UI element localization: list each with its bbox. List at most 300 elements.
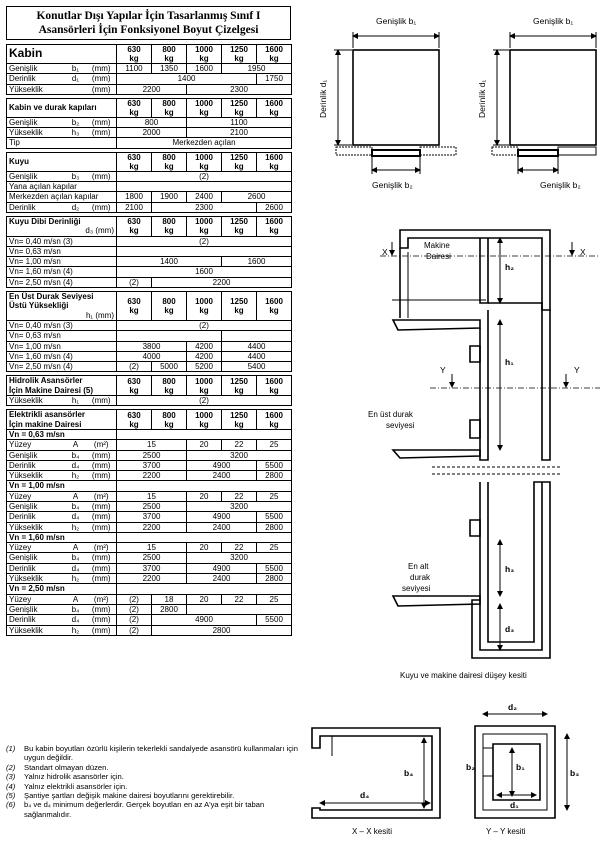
- row-label: Derinlik: [7, 563, 65, 573]
- section-heading: [7, 410, 117, 430]
- load-header: 1250 kg: [222, 45, 257, 64]
- table-row: [7, 138, 292, 148]
- load-header: 800 kg: [152, 292, 187, 321]
- table-cell: 2200: [117, 522, 187, 532]
- row-unit: (mm): [87, 171, 117, 181]
- table-row: [7, 543, 292, 553]
- table-cell: 4900: [187, 460, 257, 470]
- load-header: 1250 kg: [222, 410, 257, 430]
- row-symbol: b₄: [65, 501, 87, 511]
- row-symbol: b₄: [65, 604, 87, 614]
- load-header: 1000 kg: [187, 98, 222, 117]
- row-unit: (mm): [87, 625, 117, 635]
- table-row: [7, 351, 292, 361]
- table-cell: 2800: [257, 471, 292, 481]
- label-b1: b₁: [516, 762, 525, 772]
- label-bottom-stop-2: durak: [410, 573, 431, 582]
- table-row: [7, 267, 292, 277]
- table-cell: 2200: [117, 574, 187, 584]
- table-row: [7, 594, 292, 604]
- footnote-key: (6): [6, 800, 16, 810]
- table-row: [7, 202, 292, 212]
- section-heading: [7, 376, 117, 396]
- row-unit: (m²): [87, 440, 117, 450]
- load-header: 1600 kg: [257, 152, 292, 171]
- table-title: [6, 6, 291, 40]
- table-cell: 5400: [222, 362, 292, 372]
- label-bottom-stop-3: seviyesi: [402, 584, 431, 593]
- table-cell: 22: [222, 543, 257, 553]
- table-cell: 20: [187, 543, 222, 553]
- label-top-stop-1: En üst durak: [368, 410, 413, 419]
- table-row: [7, 117, 292, 127]
- row-label: Yükseklik: [7, 625, 65, 635]
- table-row: [7, 522, 292, 532]
- row-label: Yükseklik: [7, 84, 65, 94]
- load-header: 1000 kg: [187, 152, 222, 171]
- label-depth-d1-left: Derinlik d₁: [318, 79, 328, 118]
- load-header: 1600 kg: [257, 45, 292, 64]
- table-section: [6, 216, 292, 288]
- row-symbol: A: [65, 491, 87, 501]
- section-heading: [7, 45, 117, 64]
- table-row: [7, 584, 292, 594]
- table-cell: 1350: [152, 64, 187, 74]
- table-cell: 25: [257, 491, 292, 501]
- footnote: [6, 782, 306, 791]
- row-label: Genişlik: [7, 604, 65, 614]
- load-header: 1600 kg: [257, 216, 292, 236]
- table-cell: 15: [117, 440, 187, 450]
- load-header: 1000 kg: [187, 292, 222, 321]
- table-cell: 4000: [117, 351, 187, 361]
- table-cell: 25: [257, 594, 292, 604]
- table-cell: 4400: [222, 351, 292, 361]
- table-cell: 18: [152, 594, 187, 604]
- table-row: [7, 563, 292, 573]
- table-row: [7, 471, 292, 481]
- table-cell: 2300: [152, 202, 257, 212]
- table-cell: 22: [222, 594, 257, 604]
- footnote-text: Şantiye şartları değişik makine dairesi boyutlarını gerektirebilir.: [24, 791, 235, 801]
- table-cell: 2600: [222, 192, 292, 202]
- row-unit: (mm): [87, 117, 117, 127]
- table-cell: 2400: [187, 522, 257, 532]
- section-heading-text: Elektrikli asansörler İçin makine Dairesi: [9, 410, 86, 429]
- table-cell: 3800: [117, 341, 187, 351]
- load-header: 1000 kg: [187, 376, 222, 396]
- label-h3: h₃: [505, 564, 515, 574]
- label-b3: b₃: [570, 768, 580, 778]
- table-cell: Merkezden açılan: [117, 138, 292, 148]
- footnote-text: b₄ ve d₄ minimum değerlerdir. Gerçek boyutları en az A'ya eşit bir taban sağlanmalıdır.: [24, 800, 265, 819]
- row-symbol: h₁: [65, 396, 87, 406]
- row-label: Tip: [7, 138, 117, 148]
- table-cell: (2): [117, 604, 152, 614]
- table-cell: 3200: [187, 553, 292, 563]
- table-cell: 25: [257, 440, 292, 450]
- table-cell: 3200: [187, 501, 292, 511]
- load-header: 800 kg: [152, 216, 187, 236]
- table-row: [7, 429, 292, 439]
- row-unit: (mm): [87, 74, 117, 84]
- load-header: 1250 kg: [222, 292, 257, 321]
- table-row: [7, 64, 292, 74]
- section-heading-text: Kabin ve durak kapıları: [9, 103, 97, 113]
- row-unit: (mm): [87, 202, 117, 212]
- row-unit: (m²): [87, 491, 117, 501]
- row-label: Vn= 0,40 m/sn (3): [7, 320, 117, 330]
- y-y-section: [475, 714, 567, 818]
- table-section: [6, 291, 292, 372]
- table-cell: 3700: [117, 563, 187, 573]
- table-cell: 1400: [117, 257, 222, 267]
- table-row: [7, 171, 292, 181]
- row-symbol: A: [65, 543, 87, 553]
- table-cell: 800: [117, 117, 187, 127]
- table-row: [7, 128, 292, 138]
- label-width-b2-right: Genişlik b₂: [540, 180, 581, 190]
- table-cell: 2300: [187, 84, 292, 94]
- row-label: Vn= 1,60 m/sn (4): [7, 351, 117, 361]
- table-row: [7, 192, 292, 202]
- table-cell: 2800: [257, 522, 292, 532]
- table-row: [7, 331, 292, 341]
- label-d4: d₄: [360, 790, 370, 800]
- footnote-text: Yalnız hidrolik asansörler için.: [24, 772, 124, 782]
- table-cell: 3700: [117, 512, 187, 522]
- row-label: Genişlik: [7, 64, 65, 74]
- label-h2: h₂: [505, 262, 514, 272]
- table-cell: 15: [117, 543, 187, 553]
- table-cell: 25: [257, 543, 292, 553]
- shaft-vertical-section: [380, 230, 600, 658]
- footnote: [6, 791, 306, 800]
- row-unit: (m²): [87, 594, 117, 604]
- section-heading-text: Hidrolik Asansörler İçin Makine Dairesi (5): [9, 376, 94, 395]
- table-cell: 2200: [117, 471, 187, 481]
- row-label: Derinlik: [7, 460, 65, 470]
- table-cell: 1100: [117, 64, 152, 74]
- row-unit: (mm): [87, 553, 117, 563]
- table-section: [6, 409, 292, 636]
- row-label: Yükseklik: [7, 522, 65, 532]
- table-row: [7, 182, 292, 192]
- table-section: [6, 375, 292, 406]
- row-symbol: b₁: [65, 64, 87, 74]
- row-label: Derinlik: [7, 615, 65, 625]
- label-b4: b₄: [404, 768, 414, 778]
- load-header: 1600 kg: [257, 98, 292, 117]
- table-cell: 1800: [117, 192, 152, 202]
- label-d3: d₃: [505, 624, 515, 634]
- table-cell: 1100: [187, 117, 292, 127]
- table-cell: 5200: [187, 362, 222, 372]
- label-width-b2-left: Genişlik b₂: [372, 180, 413, 190]
- table-cell: [117, 182, 292, 192]
- table-row: [7, 512, 292, 522]
- row-label: Vn= 0,63 m/sn: [7, 246, 117, 256]
- row-label: Genişlik: [7, 553, 65, 563]
- section-heading: [7, 292, 117, 321]
- row-label: Genişlik: [7, 450, 65, 460]
- table-row: [7, 615, 292, 625]
- table-cell: 4200: [187, 351, 222, 361]
- row-label: Yükseklik: [7, 471, 65, 481]
- table-cell: 2200: [152, 277, 292, 287]
- table-section: [6, 44, 292, 95]
- row-unit: (mm): [87, 512, 117, 522]
- table-row: [7, 362, 292, 372]
- table-cell: 1950: [222, 64, 292, 74]
- label-width-b1-right: Genişlik b₁: [533, 16, 574, 26]
- row-label: Vn = 2,50 m/sn: [7, 584, 117, 594]
- footnote: [6, 763, 306, 772]
- table-cell: [187, 604, 292, 614]
- table-cell: 1900: [152, 192, 187, 202]
- table-row: [7, 257, 292, 267]
- row-label: Genişlik: [7, 501, 65, 511]
- table-row: [7, 341, 292, 351]
- row-label: Vn= 1,00 m/sn: [7, 257, 117, 267]
- table-cell: (2): [117, 320, 292, 330]
- row-label: Vn = 1,00 m/sn: [7, 481, 117, 491]
- row-label: Vn= 2,50 m/sn (4): [7, 277, 117, 287]
- label-depth-d1-right: Derinlik d₁: [477, 79, 487, 118]
- label-bottom-stop-1: En alt: [408, 562, 429, 571]
- load-header: 800 kg: [152, 410, 187, 430]
- footnote-key: (5): [6, 791, 16, 801]
- load-header: 1600 kg: [257, 376, 292, 396]
- label-y-left: Y: [440, 365, 446, 375]
- table-row: [7, 277, 292, 287]
- row-label: Yükseklik: [7, 128, 65, 138]
- table-row: [7, 532, 292, 542]
- tables-container: [6, 44, 291, 636]
- table-row: [7, 396, 292, 406]
- label-x-right: X: [580, 247, 586, 257]
- load-header: 1000 kg: [187, 45, 222, 64]
- row-unit: (mm): [87, 604, 117, 614]
- table-cell: [117, 584, 292, 594]
- table-cell: 2200: [117, 84, 187, 94]
- table-cell: [117, 429, 292, 439]
- table-row: [7, 625, 292, 635]
- row-symbol: b₂: [65, 117, 87, 127]
- table-cell: 5500: [257, 512, 292, 522]
- load-header: 1250 kg: [222, 216, 257, 236]
- table-section: [6, 152, 292, 213]
- table-cell: 5500: [257, 615, 292, 625]
- load-header: 800 kg: [152, 152, 187, 171]
- table-cell: 2800: [152, 604, 187, 614]
- table-cell: (2): [117, 171, 292, 181]
- table-section: [6, 98, 292, 149]
- label-d2: d₂: [508, 702, 517, 712]
- table-cell: (2): [117, 615, 152, 625]
- section-heading: [7, 98, 117, 117]
- table-cell: 5000: [152, 362, 187, 372]
- section-heading-text: En Üst Durak Seviyesi Üstü Yüksekliği: [9, 292, 94, 311]
- table-cell: 22: [222, 440, 257, 450]
- row-label: Derinlik: [7, 512, 65, 522]
- table-row: [7, 604, 292, 614]
- table-cell: 2800: [257, 574, 292, 584]
- footnote: [6, 744, 306, 763]
- table-cell: 1750: [257, 74, 292, 84]
- table-cell: (2): [117, 362, 152, 372]
- table-cell: 20: [187, 440, 222, 450]
- table-cell: 2800: [152, 625, 292, 635]
- table-cell: [117, 331, 222, 341]
- table-row: [7, 491, 292, 501]
- table-cell: 1600: [222, 257, 292, 267]
- row-symbol: h₂: [65, 522, 87, 532]
- table-cell: 4400: [222, 341, 292, 351]
- table-cell: 15: [117, 491, 187, 501]
- table-cell: 2400: [187, 574, 257, 584]
- row-label: Vn= 0,40 m/sn (3): [7, 236, 117, 246]
- table-cell: [117, 481, 292, 491]
- table-cell: (2): [117, 277, 152, 287]
- load-header: 1250 kg: [222, 152, 257, 171]
- footnote-key: (4): [6, 781, 16, 791]
- row-symbol: b₄: [65, 553, 87, 563]
- table-row: [7, 440, 292, 450]
- car-plan-left: [334, 32, 456, 174]
- table-row: [7, 481, 292, 491]
- table-cell: [117, 246, 292, 256]
- footnote-key: (2): [6, 762, 16, 772]
- load-header: 630 kg: [117, 98, 152, 117]
- footnote: [6, 772, 306, 781]
- dimension-table-panel: [6, 6, 291, 639]
- row-symbol: d₄: [65, 563, 87, 573]
- section-heading-text: Kuyu Dibi Derinliği: [9, 216, 81, 226]
- table-cell: (2): [117, 396, 292, 406]
- table-cell: 1600: [187, 64, 222, 74]
- table-row: [7, 236, 292, 246]
- table-row: [7, 574, 292, 584]
- label-top-stop-2: seviyesi: [386, 421, 415, 430]
- label-width-b1-left: Genişlik b₁: [376, 16, 417, 26]
- footnotes: [6, 744, 306, 819]
- load-header: 1000 kg: [187, 410, 222, 430]
- table-cell: 2100: [117, 202, 152, 212]
- table-cell: 2400: [187, 471, 257, 481]
- row-symbol: h₃: [65, 128, 87, 138]
- load-header: 630 kg: [117, 376, 152, 396]
- row-unit: (mm): [87, 501, 117, 511]
- table-cell: 2500: [117, 501, 187, 511]
- row-symbol: d₂: [65, 202, 87, 212]
- row-unit: (mm): [87, 128, 117, 138]
- section-heading-text: Kuyu: [9, 157, 29, 167]
- footnote-text: Yalnız elektrikli asansörler için.: [24, 781, 128, 791]
- footnote: [6, 800, 306, 819]
- row-symbol: b₄: [65, 450, 87, 460]
- section-heading-text: Kabin: [9, 46, 43, 61]
- section-heading: [7, 216, 117, 236]
- row-label: Genişlik: [7, 171, 65, 181]
- row-symbol: d₄: [65, 615, 87, 625]
- row-label: Genişlik: [7, 117, 65, 127]
- footnote-key: (3): [6, 772, 16, 782]
- row-symbol: b₃: [65, 171, 87, 181]
- load-header: 630 kg: [117, 45, 152, 64]
- table-cell: (2): [117, 594, 152, 604]
- label-y-right: Y: [574, 365, 580, 375]
- table-cell: 2500: [117, 553, 187, 563]
- row-label: Merkezden açılan kapılar: [7, 192, 117, 202]
- row-label: Yüzey: [7, 543, 65, 553]
- row-label: Yükseklik: [7, 574, 65, 584]
- load-header: 630 kg: [117, 216, 152, 236]
- row-unit: (mm): [87, 460, 117, 470]
- table-cell: 5500: [257, 460, 292, 470]
- row-label: Yüzey: [7, 491, 65, 501]
- title-line-1: Konutlar Dışı Yapılar İçin Tasarlanmış Sınıf I: [36, 10, 261, 22]
- load-header: 800 kg: [152, 98, 187, 117]
- row-symbol: A: [65, 594, 87, 604]
- table-cell: [222, 331, 292, 341]
- row-unit: (mm): [87, 522, 117, 532]
- table-row: [7, 74, 292, 84]
- row-unit: (mm): [87, 471, 117, 481]
- x-x-section: [312, 728, 440, 818]
- section-heading: [7, 152, 117, 171]
- row-label: Vn = 0,63 m/sn: [7, 429, 117, 439]
- table-row: [7, 84, 292, 94]
- row-label: Yüzey: [7, 440, 65, 450]
- table-row: [7, 320, 292, 330]
- label-d1: d₁: [510, 800, 519, 810]
- row-unit: (mm): [87, 396, 117, 406]
- row-symbol: d₁: [65, 74, 87, 84]
- label-makine: Makine: [424, 241, 450, 250]
- title-line-2: Asansörleri İçin Fonksiyonel Boyut Çizelgesi: [38, 24, 259, 36]
- row-unit: (m²): [87, 543, 117, 553]
- table-cell: 2600: [257, 202, 292, 212]
- table-cell: 4900: [152, 615, 257, 625]
- table-cell: 2000: [117, 128, 187, 138]
- row-symbol: h₂: [65, 574, 87, 584]
- row-symbol: A: [65, 440, 87, 450]
- load-header: 630 kg: [117, 152, 152, 171]
- footnote-text: Standart olmayan düzen.: [24, 762, 109, 772]
- row-label: Vn = 1,60 m/sn: [7, 532, 117, 542]
- load-header: 1600 kg: [257, 292, 292, 321]
- row-symbol: h₂: [65, 625, 87, 635]
- table-cell: [117, 532, 292, 542]
- table-cell: 2100: [187, 128, 292, 138]
- row-label: Vn= 1,00 m/sn: [7, 341, 117, 351]
- table-cell: 20: [187, 594, 222, 604]
- load-header: 1250 kg: [222, 376, 257, 396]
- table-cell: 5500: [257, 563, 292, 573]
- row-unit: (mm): [87, 84, 117, 94]
- row-symbol: [65, 84, 87, 94]
- table-row: [7, 501, 292, 511]
- row-unit: (mm): [87, 64, 117, 74]
- row-symbol: d₄: [65, 512, 87, 522]
- label-dairesi: Dairesi: [426, 252, 451, 261]
- footnote-text: Bu kabin boyutları özürlü kişilerin tekerlekli sandalyede asansörü kullanmaları için uygun değildir.: [24, 744, 298, 763]
- table-cell: (2): [117, 236, 292, 246]
- footnote-key: (1): [6, 744, 16, 753]
- row-label: Vn= 0,63 m/sn: [7, 331, 117, 341]
- row-label: Derinlik: [7, 202, 65, 212]
